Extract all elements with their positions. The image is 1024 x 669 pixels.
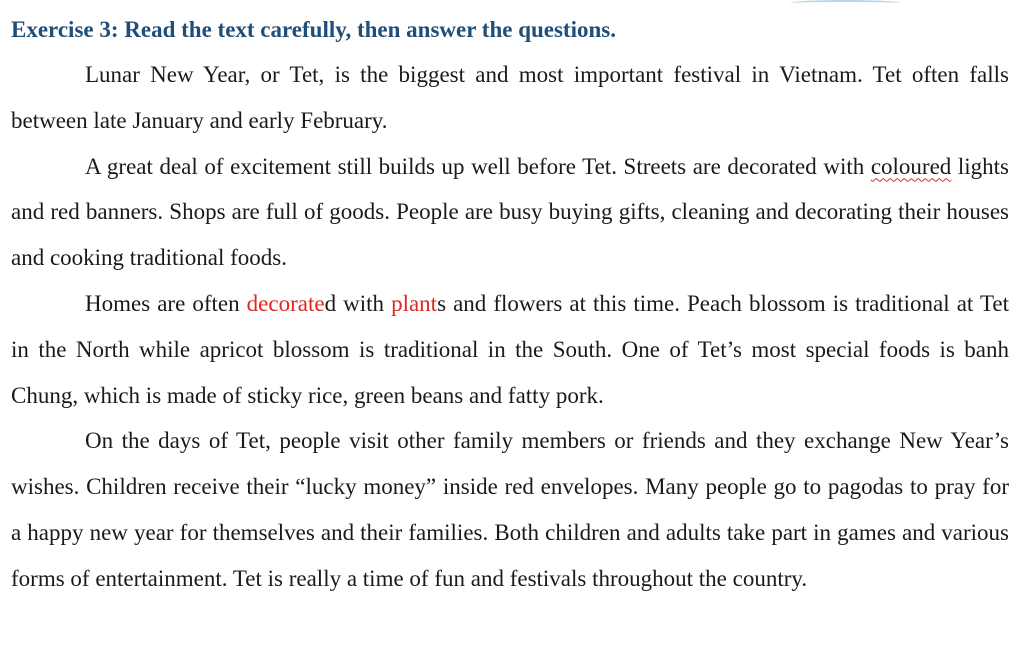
paragraph-2-lead: A great deal of excitement still builds up well before Tet. Streets are decorated with	[85, 153, 871, 179]
highlighted-word-decorate: decorate	[246, 290, 325, 316]
spellcheck-word[interactable]: coloured	[870, 153, 952, 179]
paragraph-3-part2: d with	[324, 290, 392, 316]
paragraph-2-rest: lights and red banners. Shops are full of goods. People are busy buying gifts, cleaning and decorating their houses and cooking traditional foods.	[11, 153, 1010, 271]
paragraph-1	[11, 52, 1009, 144]
paragraph-3	[11, 281, 1009, 418]
paragraph-4	[11, 418, 1009, 601]
paragraph-1-text: Lunar New Year, or Tet, is the biggest and most important festival in Vietnam. Tet often falls between late January and early February.	[11, 62, 1009, 133]
exercise-heading: Exercise 3: Read the text carefully, then answer the questions.	[11, 17, 616, 42]
paragraph-2	[11, 144, 1009, 281]
paragraph-3-part3: s and flowers at this time. Peach blossom is traditional at Tet in the North while apricot blossom is traditional in the South. One of Tet’s most special foods is banh Chung, which is made of sticky rice, green beans and fatty pork.	[11, 290, 1009, 408]
highlighted-word-plant: plant	[391, 290, 438, 316]
decorative-arc	[790, 0, 900, 6]
document-body	[11, 8, 1009, 602]
paragraph-4-text: On the days of Tet, people visit other family members or friends and they exchange New Year’s wishes. Children receive their “lucky money” inside red envelopes. Many people go to pagodas to pray for a happy new year for themselves and their families. Both children and adults take part in games and various forms of entertainment. Tet is really a time of fun and festivals throughout the country.	[11, 428, 1009, 591]
paragraph-3-part1: Homes are often	[85, 290, 247, 316]
